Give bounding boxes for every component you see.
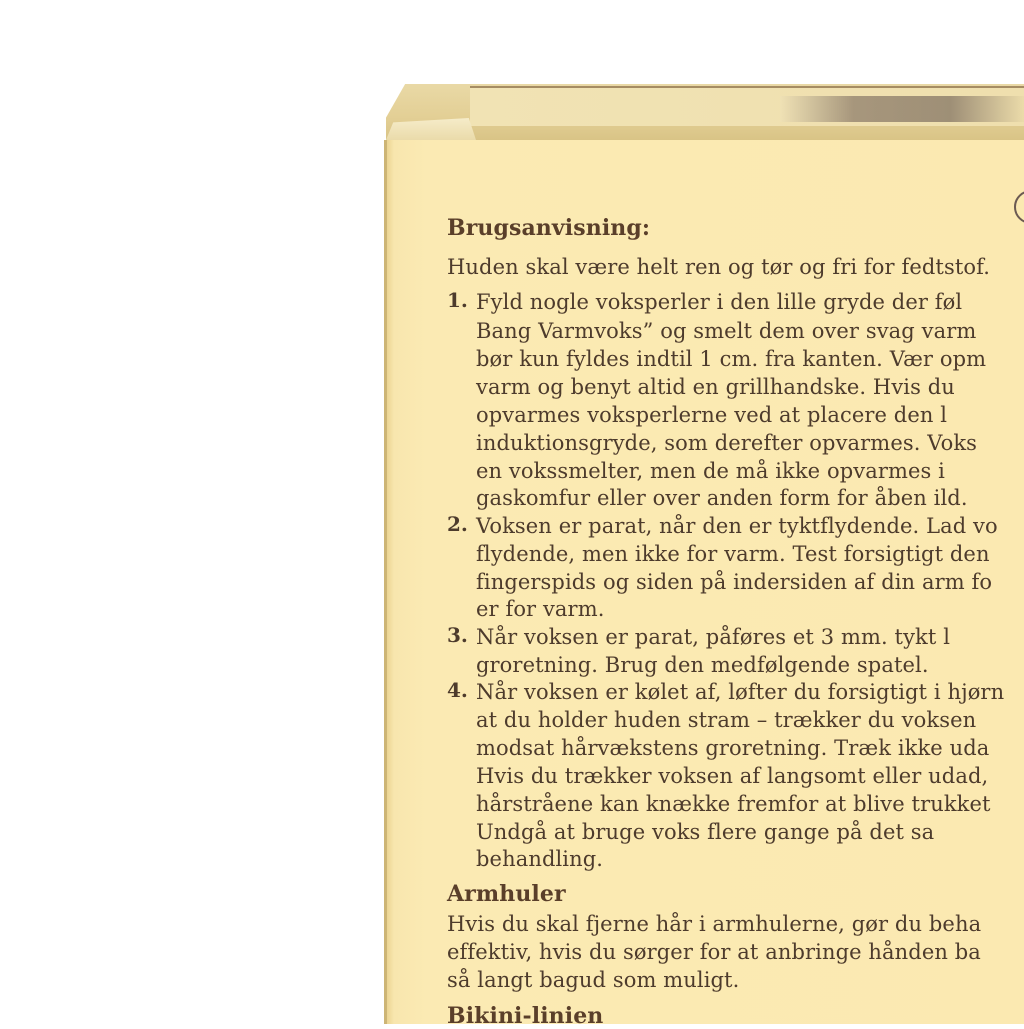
step-line: behandling. — [476, 847, 604, 871]
armhuler-line: Hvis du skal fjerne hår i armhulerne, gør du beha — [447, 912, 982, 936]
step-line: varm og benyt altid en grillhandske. Hvis du — [476, 375, 955, 399]
step-line: flydende, men ikke for varm. Test forsigtigt den — [476, 542, 990, 566]
step-line: opvarmes voksperlerne ved at placere den l — [476, 403, 948, 427]
step-line: gaskomfur eller over anden form for åben ild. — [476, 486, 968, 510]
armhuler-heading: Armhuler — [447, 881, 566, 907]
step-line: Når voksen er parat, påføres et 3 mm. tykt l — [476, 625, 951, 649]
step-line: en vokssmelter, men de må ikke opvarmes i — [476, 459, 946, 483]
step-line: hårstråene kan knække fremfor at blive trukket — [476, 792, 991, 816]
step-line: Hvis du trækker voksen af langsomt eller udad, — [476, 764, 989, 788]
step-line: Undgå at bruge voks flere gange på det sa — [476, 820, 935, 844]
step-line: Når voksen er kølet af, løfter du forsigtigt i hjørn — [476, 680, 1005, 704]
armhuler-line: så langt bagud som muligt. — [447, 968, 740, 992]
bikini-heading: Bikini-linien — [447, 1003, 604, 1029]
step-line: at du holder huden stram – trækker du voksen — [476, 708, 977, 732]
step-line: er for varm. — [476, 597, 605, 621]
step-number: 4. — [447, 678, 468, 702]
step-number: 1. — [447, 288, 468, 312]
armhuler-line: effektiv, hvis du sørger for at anbringe hånden ba — [447, 940, 981, 964]
step-line: Voksen er parat, når den er tyktflydende. Lad vo — [476, 514, 998, 538]
step-line: Fyld nogle voksperler i den lille gryde der føl — [476, 290, 963, 314]
step-number: 3. — [447, 623, 468, 647]
step-line: induktionsgryde, som derefter opvarmes. Voks — [476, 431, 978, 455]
step-number: 2. — [447, 512, 468, 536]
step-line: bør kun fyldes indtil 1 cm. fra kanten. Vær opm — [476, 347, 987, 371]
section-title: Brugsanvisning: — [447, 215, 651, 241]
step-line: groretning. Brug den medfølgende spatel. — [476, 653, 929, 677]
step-line: modsat hårvækstens groretning. Træk ikke uda — [476, 736, 990, 760]
step-line: Bang Varmvoks” og smelt dem over svag varm — [476, 319, 977, 343]
step-line: fingerspids og siden på indersiden af din arm fo — [476, 570, 993, 594]
intro-text: Huden skal være helt ren og tør og fri for fedtstof. — [447, 255, 991, 279]
